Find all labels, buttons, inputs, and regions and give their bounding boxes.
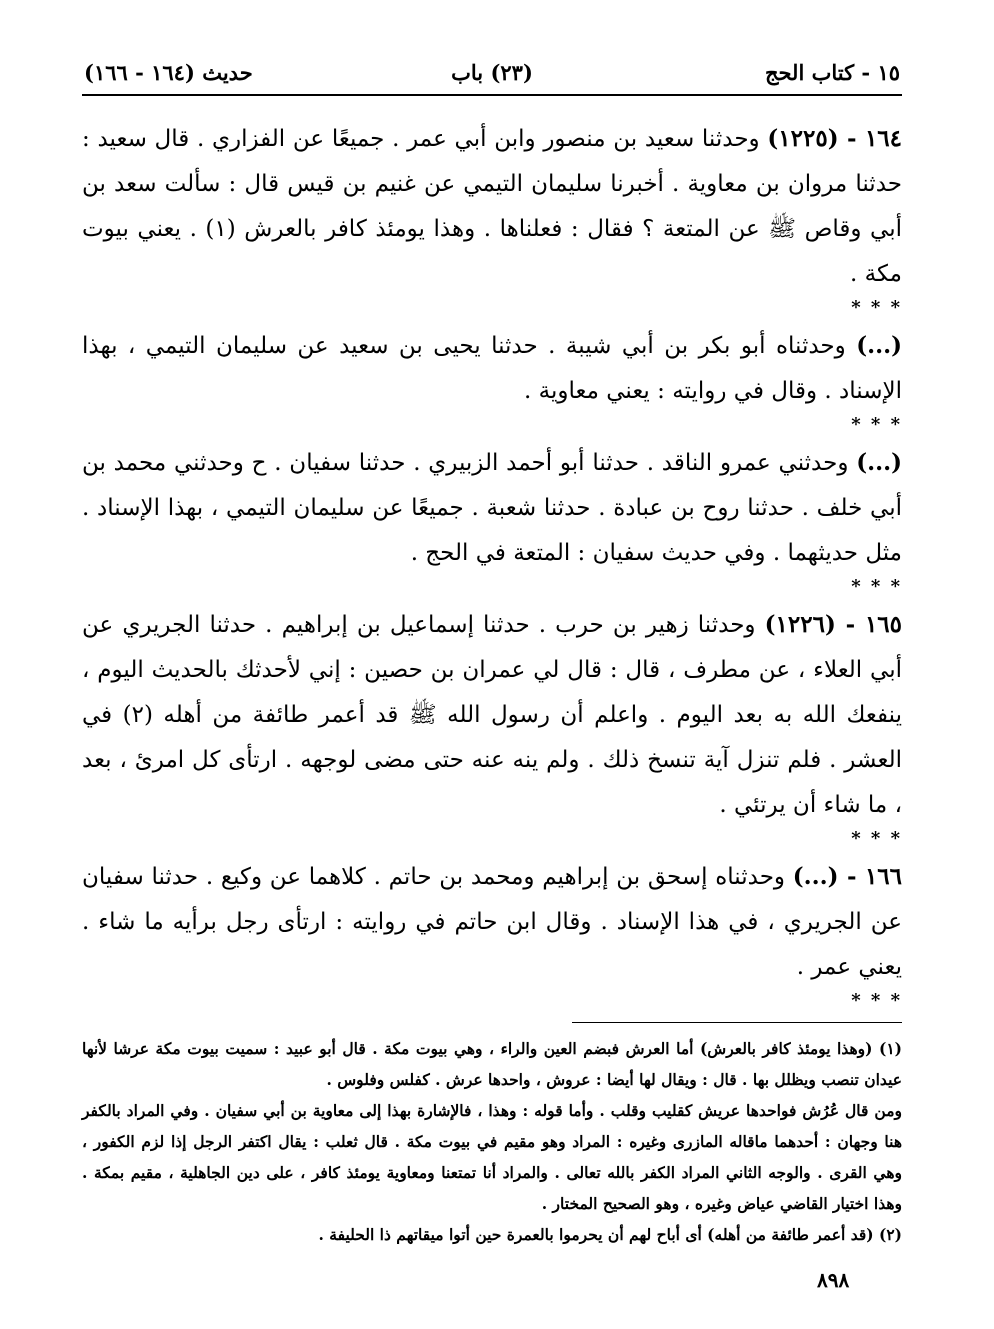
page xyxy=(82,52,902,1292)
hadith-text: وحدثنا زهير بن حرب . حدثنا إسماعيل بن إبراهيم . حدثنا الجريري عن أبي العلاء ، عن مطرف ، قال : قال لي عمران بن حصين : إني لأحدثك بالحديث اليوم ، ينفعك الله به بعد اليوم . واعلم أن رسول الله ﷺ قد أعمر طائفة من أهله (٢) في العشر . فلم تنزل آية تنسخ ذلك . ولم ينه عنه حتى مضى لوجهه . ارتأى كل امرئ ، بعد ، ما شاء أن يرتئي . xyxy=(82,612,902,818)
hadith-text: وحدثنا سعيد بن منصور وابن أبي عمر . جميعًا عن الفزاري . قال سعيد : حدثنا مروان بن معاوية . أخبرنا سليمان التيمي عن غنيم بن قيس قال : سألت سعد بن أبي وقاص ﷺ عن المتعة ؟ فقال : فعلناها . وهذا يومئذ كافر بالعرش (١) . يعني بيوت مكة . xyxy=(82,126,903,287)
hadith-166 xyxy=(82,854,902,990)
footnote-2: (٢) (قد أعمر طائفة من أهله) أى أباح لهم أن يحرموا بالعمرة حين أتوا ميقاتهم ذا الحليفة . xyxy=(318,1225,902,1244)
running-head-hadith-range: حديث (١٦٤ - ١٦٦) xyxy=(84,60,253,85)
hadith-164-chain-2 xyxy=(82,323,902,414)
running-head-book: ١٥ - كتاب الحج xyxy=(764,60,900,85)
hadith-number: ١٦٤ - (١٢٢٥) xyxy=(767,125,902,152)
hadith-number: ١٦٦ - (...) xyxy=(792,863,902,890)
hadith-number: (...) xyxy=(856,332,903,359)
hadith-164-chain-3 xyxy=(82,440,902,576)
running-head-chapter: (٢٣) باب xyxy=(451,60,533,85)
hadith-number: (...) xyxy=(856,449,902,476)
section-separator: * * * xyxy=(851,297,902,318)
hadith-text: وحدثني عمرو الناقد . حدثنا أبو أحمد الزبيري . حدثنا سفيان . ح وحدثني محمد بن أبي خلف . حدثنا روح بن عبادة . حدثنا شعبة . جميعًا عن سليمان التيمي ، بهذا الإسناد . مثل حديثهما . وفي حديث سفيان : المتعة في الحج . xyxy=(82,450,902,566)
section-separator: * * * xyxy=(851,990,902,1011)
hadith-164 xyxy=(82,116,902,297)
footnote-divider xyxy=(572,1022,902,1023)
hadith-number: ١٦٥ - (١٢٢٦) xyxy=(764,611,902,638)
page-number: ٨٩٨ xyxy=(817,1268,850,1292)
section-separator: * * * xyxy=(851,828,902,849)
footnotes xyxy=(82,1033,902,1250)
section-separator: * * * xyxy=(851,414,902,435)
footnote-1: (١) (وهذا يومئذ كافر بالعرش) أما العرش فبضم العين والراء ، وهي بيوت مكة . قال أبو عبيد : سميت بيوت مكة عرشا لأنها عيدان تنصب ويظلل بها . قال : ويقال لها أيضا : عروش ، واحدها عرش . كفلس وفلوس . xyxy=(82,1039,902,1089)
hadith-165 xyxy=(82,602,902,828)
hadith-text: وحدثناه إسحق بن إبراهيم ومحمد بن حاتم . كلاهما عن وكيع . حدثنا سفيان عن الجريري ، في هذا الإسناد . وقال ابن حاتم في روايته : ارتأى رجل برأيه ما شاء . يعني عمر . xyxy=(82,864,902,980)
section-separator: * * * xyxy=(851,576,902,597)
hadith-text: وحدثناه أبو بكر بن أبي شيبة . حدثنا يحيى بن سعيد عن سليمان التيمي ، بهذا الإسناد . وقال في روايته : يعني معاوية . xyxy=(82,333,902,404)
footnote-1-continued: ومن قال عُرُش فواحدها عريش كقليب وقلب . وأما قوله : وهذا ، فالإشارة بهذا إلى معاوية بن أبي سفيان . وفي المراد بالكفر هنا وجهان : أحدهما ماقاله المازرى وغيره : المراد وهو مقيم في بيوت مكة . قال ثعلب : يقال اكتفر الرجل إذا لزم الكفور ، وهي القرى . والوجه الثاني المراد الكفر بالله تعالى . والمراد أنا تمتعنا ومعاوية يومئذ كافر ، على دين الجاهلية ، مقيم بمكة . وهذا اختيار القاضي عياض وغيره ، وهو الصحيح المختار . xyxy=(82,1101,902,1213)
running-head xyxy=(82,52,902,96)
main-text xyxy=(82,116,903,1011)
